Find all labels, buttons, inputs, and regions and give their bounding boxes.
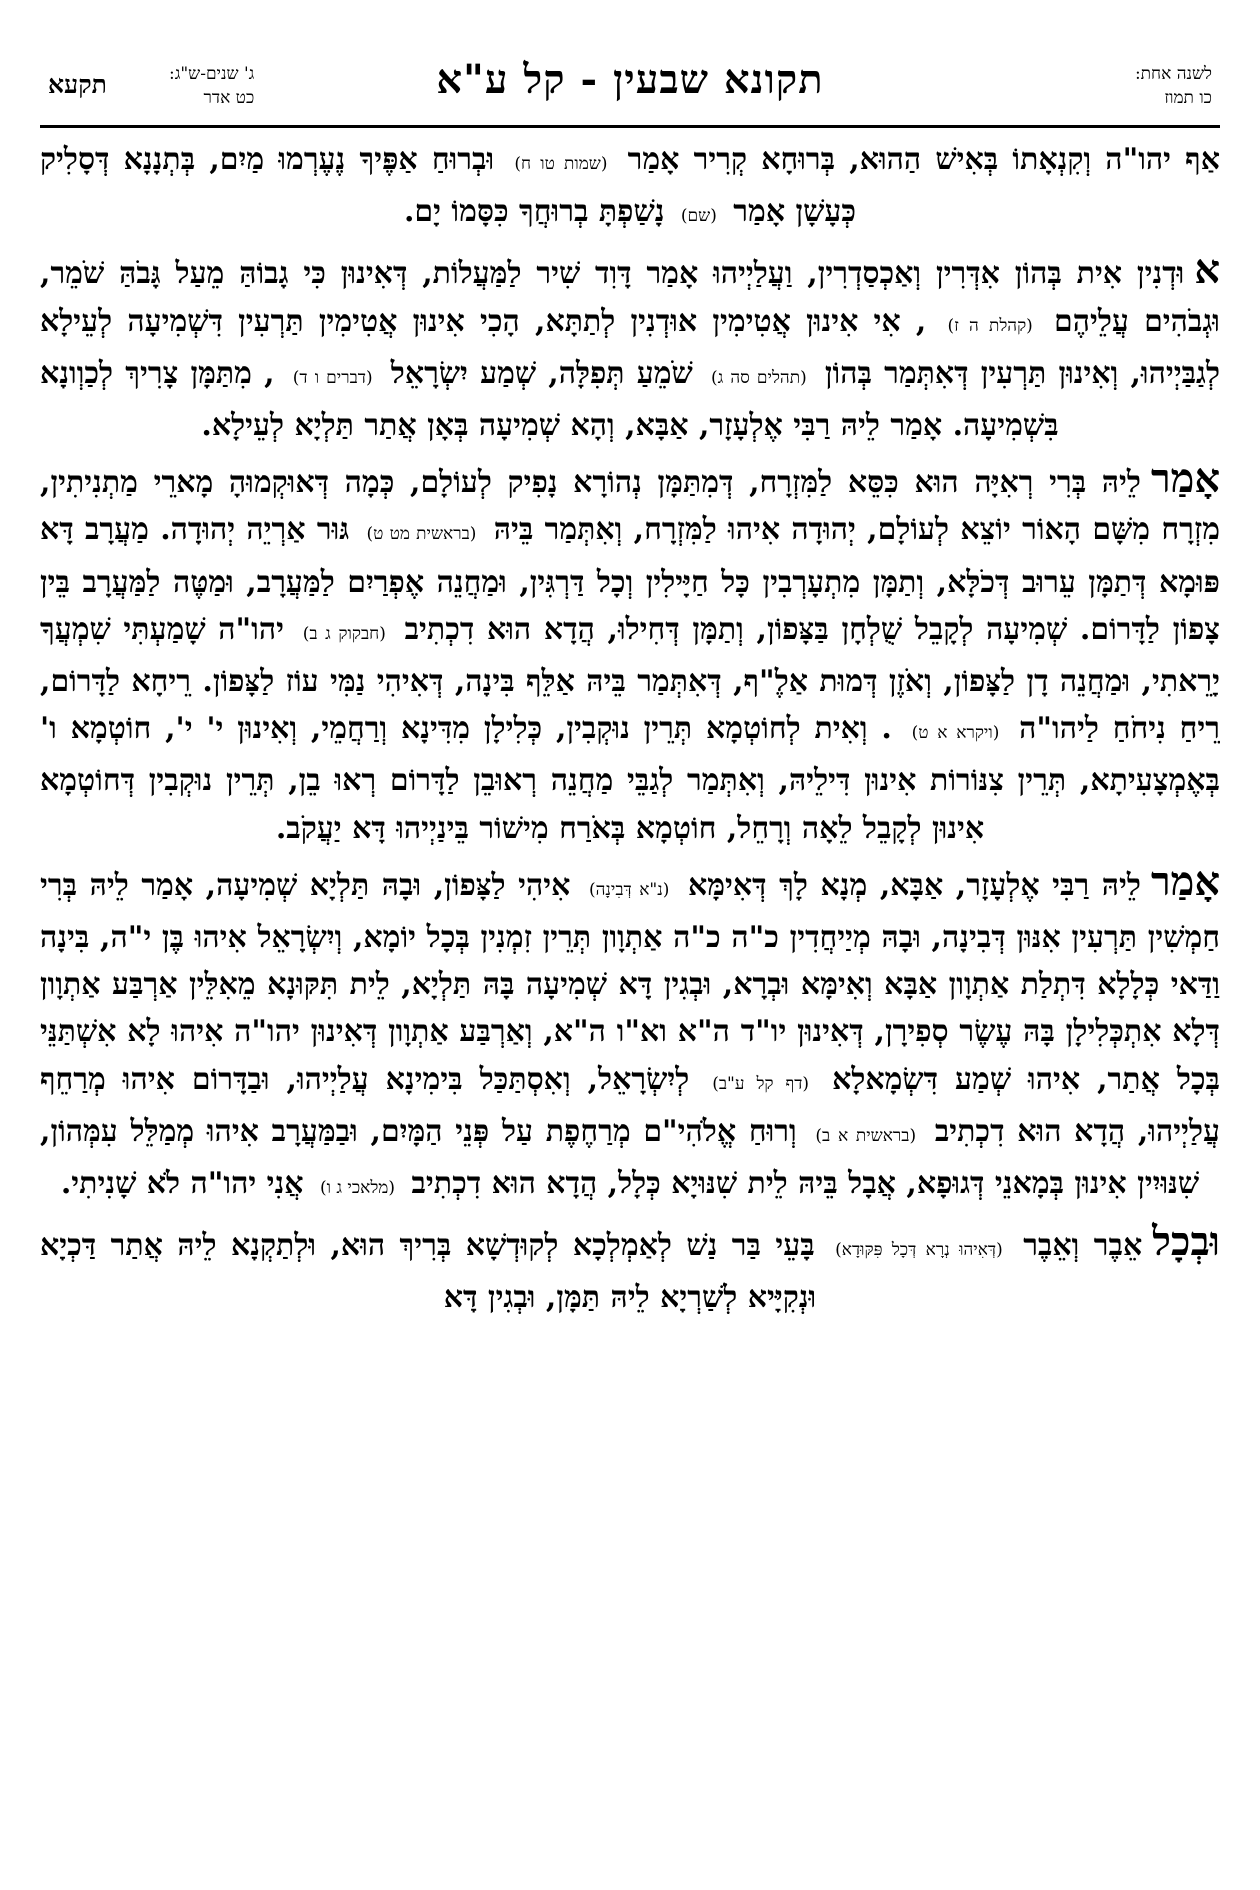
text-body [40,136,1220,1830]
paragraph [40,136,1220,240]
text-run: אִיהִי לַצָּפוֹן, וּבָהּ תַּלְיָא שְׁמִיעָה, אָמַר לֵיהּ בְּרִי חַמְשִׁין תַּרְעִין אִנּוּן דְּבִינָה, וּבָהּ מְיַיחֲדִין כ"ה כ"ה אַתְוָון תְּרֵין זִמְנִין בְּכָל יוֹמָא, וְיִשְׂרָאֵל אִיהוּ בֶּן י"ה, בִּינָה וַדַּאי כְּלָלָא דִּתְלַת אַתְוָון אַבָּא וְאִימָּא וּבְרָא, וּבְגִין דָּא שְׁמִיעָה בָּהּ תַּלְיָא, לֵית תִּקּוּנָא מֵאִלֵּין אַרְבַּע אַתְוָון דְּלָא אִתְכְּלִילָן בָּהּ עֶשֶׂר סְפִירָן, דְּאִינוּן יו"ד ה"א וא"ו ה"א, וְאַרְבַּע אַתְוָון דְּאִינוּן יהו"ה אִיהוּ לָא אִשְׁתַּנֵּי בְּכָל אֲתַר, אִיהוּ שְׁמַע דִּשְׂמָאלָא [40,867,1220,1097]
source-reference: (מלאכי ג ו) [319,1178,396,1199]
text-run: , אִי אִינוּן אֲטִימִין אוּדְנִין לְתַתָּא, הָכִי אִינוּן אֲטִימִין תַּרְעִין דִּשְׁמִיעָה לְעֵילָא לְגַבַּיְיהוּ, וְאִינוּן תַּרְעִין דְּאִתְּמַר בְּהוֹן [40,303,1220,391]
text-run: יהו"ה שָׁמַעְתִּי שִׁמְעֲךָ יָרֵאתִי, וּמַחֲנֵה דָן לַצָּפוֹן, וְאֹזֶן דְּמוּת אַלֶ"ף, דְּאִתְּמַר בֵּיהּ אַלֵּף בִּינָה, דְּאִיהִי נַמִּי עוֹז לַצָּפוֹן. רֵיחָא לַדָּרוֹם, רֵיחַ נִיחֹחַ לַיהו"ה [40,611,1220,747]
source-reference: (תהלים סה ג) [710,367,807,388]
text-run: בָּעֵי בַּר נַשׁ לְאַמְלְכָא לְקוּדְשָׁא בְּרִיךְ הוּא, וּלְתַקְנָא לֵיהּ אֲתַר דַּכְיָא וּנְקִיָּיא לְשַׁרְיָא לֵיהּ תַּמָּן, וּבְגִין דָּא [40,1228,817,1316]
source-reference: (ויקרא א ט) [911,723,1000,744]
page-title: תקונא שבעין - קל ע"א [436,56,824,103]
source-reference: (קהלת ה ז) [947,315,1033,336]
text-run: לְיִשְׂרָאֵל, וְאִסְתַּכַּל בִּימִינָא עֲלַיְיהוּ, וּבַדָּרוֹם אִיהוּ מְרַחֵף עֲלַיְיהוּ, הֲדָא הוּא דִכְתִיב [40,1061,1220,1149]
three-years-label: ג' שנים-ש"ג: [169,64,255,84]
text-run: . וְאִית לְחוֹטְמָא תְּרֵין נוּקְבִין, כְּלִילָן מִדִּינָא וְרַחֲמֵי, וְאִינוּן י' י', חוֹטְמָא ו' בְּאֶמְצָעִיתָא, תְּרֵין צִנּוֹרוֹת אִינוּן דִּילֵיהּ, וְאִתְּמַר לְגַבֵּי מַחֲנֵה רְאוּבֵן לַדָּרוֹם רְאוּ בֵן, תְּרֵין נוּקְבִין דְּחוֹטְמָא אִינוּן לְקָבֵל לֵאָה וְרָחֵל, חוֹטְמָא בְּאֹרַח מִישׁוֹר בֵּינַיְיהוּ דָּא יַעֲקֹב. [40,711,1220,846]
paragraph-lead-word: א [1194,246,1220,294]
header-rule [40,125,1220,128]
text-run: , מִתַּמָּן צָרִיךְ לְכַוְונָא בִּשְׁמִיעָה. אָמַר לֵיהּ רַבִּי אֶלְעָזָר, אַבָּא, וְהָא שְׁמִיעָה בְּאָן אֲתַר תַּלְיָא לְעֵילָא. [40,355,1059,444]
paragraph [40,246,1220,449]
text-run: וּדְנִין אִית בְּהוֹן אִדְּרִין וְאַכְסַדְרִין, וַעֲלַיְיהוּ אָמַר דָּוִד שִׁיר לַמַּעֲלוֹת, דְּאִינוּן כִּי גָבוֹהַּ מֵעַל גָּבֹהַּ שֹׁמֵר, וּגְבֹהִים עֲלֵיהֶם [40,256,1220,339]
text-run: נָשַׁפְתָּ בְרוּחֲךָ כִּסָּמוֹ יָם. [403,194,665,230]
source-reference: (בראשית מט ט) [366,524,477,545]
paragraph [40,1218,1220,1321]
text-run: אַף יהו"ה וְקִנְאָתוֹ בְּאִישׁ הַהוּא, בְּרוּחָא קְרִיר אָמַר [627,142,1220,177]
text-run: אֲנִי יהו"ה לֹא שָׁנִיתִי. [60,1166,304,1202]
source-reference: (דף קל ע"ב) [712,1073,810,1094]
one-year-date: כו תמוז [1164,88,1212,108]
page-header [44,56,1216,118]
header-left-info [169,62,254,110]
text-run: לֵיהּ רַבִּי אֶלְעָזָר, אַבָּא, מְנָא לָךְ דְּאִימָּא [687,867,1141,903]
source-reference: (שמות טו ח) [514,154,608,174]
source-reference: (חבקוק ג ב) [302,623,386,644]
source-reference: (שם) [680,206,717,227]
text-run: גּוּר אַרְיֵה יְהוּדָה. מַעֲרָב דָּא פּוּמָא דְּתַמָּן עֵרוּב דְּכֹלָּא, וְתַמָּן מִתְעָרְבִין כָּל חַיָּילִין וְכָל דַּרְגִּין, וּמַחֲנֵה אֶפְרַיִם לַמַּעֲרָב, וּמַטֶּה לַמַּעֲרָב בֵּין צָפוֹן לַדָּרוֹם. שְׁמִיעָה לְקָבֵל שֻׁלְחָן בַּצָּפוֹן, וְתַמָּן דְּחִילוּ, הֲדָא הוּא דִכְתִיב [40,512,1220,647]
source-reference: (דְּאִיהוּ נְרָא דְּכָל פִּקּוּדָא) [835,1240,1003,1261]
text-run: אֵבֶר וְאֵבֶר [1023,1228,1143,1264]
source-reference: (בראשית א ב) [815,1125,917,1146]
paragraph-lead-word: אָמַר [1150,857,1220,905]
paragraph-lead-word: וּבְכָל [1152,1218,1220,1266]
paragraph [40,858,1220,1212]
source-reference: (דברים ו ד) [292,367,373,388]
one-year-label: לשנה אחת: [1134,64,1212,84]
text-run: שֹׁמֵעַ תְּפִלָּה, שְׁמַע יִשְׂרָאֵל [390,355,693,391]
text-run: וְרוּחַ אֱלֹהִי"ם מְרַחֶפֶת עַל פְּנֵי הַמָּיִם, וּבַמַּעֲרָב אִיהוּ מְמַלֵּל עִמְּהוֹן, שִׁנּוּיִין אִינוּן בְּמָאנֵי דְּגוּפָא, אֲבָל בֵּיהּ לֵית שִׁנּוּיָא כְּלָל, הֲדָא הוּא דִכְתִיב [40,1113,1200,1202]
text-run: וּבְרוּחַ אַפֶּיךָ נֶעֶרְמוּ מַיִם, בְּתְנָנָא דְּסָלִיק כְּעָשָׁן אָמַר [40,142,857,230]
text-run: לֵיהּ בְּרִי רְאִיָּה הוּא כִּסֵּא לַמִּזְרָח, דְּמִתַּמָּן נְהוֹרָא נָפִיק לְעוֹלָם, כְּמָה דְּאוּקְמוּהָ מָארֵי מַתְנִיתִין, מִזְרָח מִשָּׁם הָאוֹר יוֹצֵא לְעוֹלָם, יְהוּדָה אִיהוּ לַמִּזְרָח, וְאִתְּמַר בֵּיהּ [40,465,1220,548]
source-reference: (נ"א דְּבִינָה) [588,879,670,900]
paragraph [40,455,1220,852]
three-years-date: כט אדר [203,88,255,108]
leaf-number: תקעא [48,70,107,99]
paragraph-lead-word: אָמַר [1150,455,1220,503]
